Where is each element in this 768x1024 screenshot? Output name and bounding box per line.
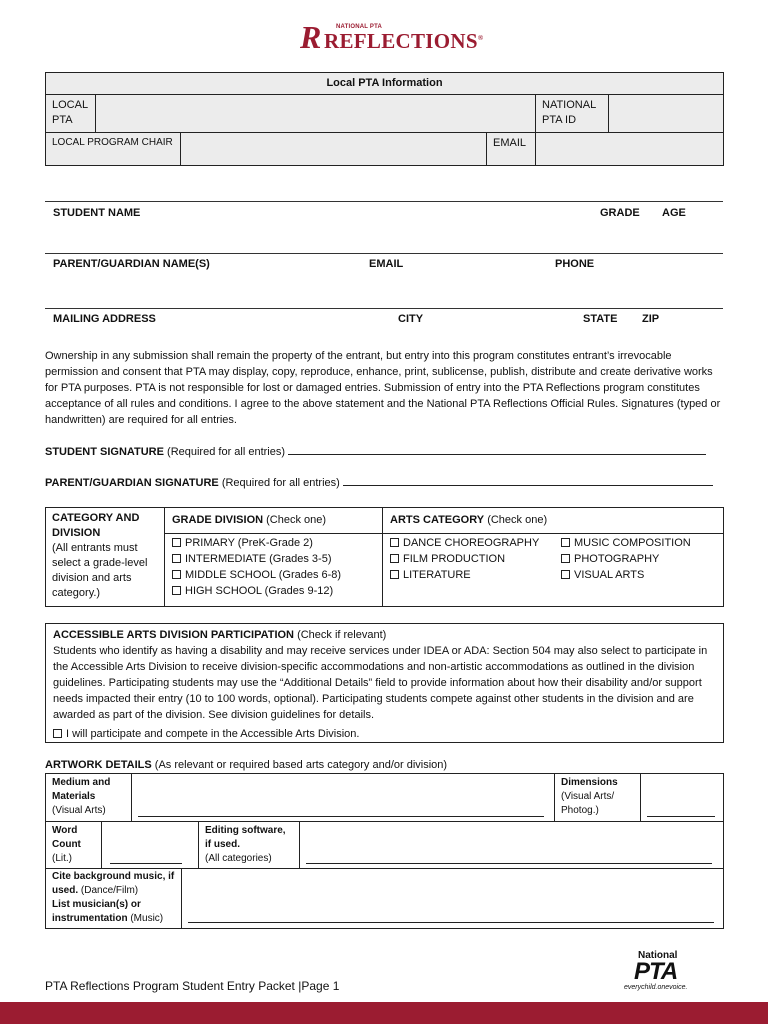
arts-option[interactable] [561, 551, 715, 567]
age-label: AGE [662, 207, 686, 219]
logo-registered-mark: ® [477, 34, 484, 42]
national-pta-id-label: NATIONAL PTA ID [536, 95, 609, 133]
grade-division-note: (Check one) [266, 514, 327, 526]
dimensions-note: (Visual Arts/ Photog.) [561, 791, 615, 816]
accessible-body: Students who identify as having a disability and may receive services under IDEA or ADA: Section 504 may also select to participate in the Accessible Arts Division to receive division-specific accommodations and non-artistic accommodations as outlined in the division guidelines. Participating students may use the “Additional Details” field to provide information about how their disability and/or support needs impacted their entry (10 to 100 words, optional). Participating students compete against other students in the division and are awarded as part of the division. See division guidelines for details. [53, 645, 708, 721]
student-signature-row [45, 445, 706, 458]
checkbox[interactable] [172, 586, 181, 595]
accessible-title-row [53, 627, 716, 643]
grade-option[interactable] [172, 551, 375, 567]
student-signature-field[interactable] [288, 445, 706, 455]
grade-option[interactable] [172, 535, 375, 551]
email-label: EMAIL [369, 258, 404, 270]
checkbox[interactable] [53, 729, 62, 738]
grade-option[interactable] [172, 567, 375, 583]
accessible-arts-box [45, 623, 724, 743]
artwork-title: ARTWORK DETAILS [45, 759, 152, 771]
category-intro-cell [46, 508, 165, 606]
arts-option[interactable] [561, 535, 715, 551]
parent-signature-note: (Required for all entries) [221, 477, 340, 489]
logo-r-mark: R [300, 19, 322, 55]
medium-note: (Visual Arts) [52, 805, 106, 816]
national-pta-logo [622, 950, 702, 995]
music-label1: Cite background music, if used. [52, 871, 175, 896]
artwork-note: (As relevant or required based arts category and/or division) [154, 759, 448, 771]
word-count-field-cell [102, 822, 199, 869]
local-pta-table [45, 72, 724, 166]
local-pta-label: LOCAL PTA [46, 95, 96, 133]
zip-label: ZIP [642, 313, 660, 325]
grade-label: GRADE [600, 207, 640, 219]
medium-label-cell [46, 774, 132, 822]
editing-label: Editing software, if used. [205, 825, 286, 850]
editing-field-cell [300, 822, 723, 869]
phone-label: PHONE [555, 258, 595, 270]
arts-option-label: LITERATURE [403, 569, 471, 581]
word-count-label: Word Count [52, 825, 81, 850]
pta-logo-tagline: everychild.onevoice. [624, 984, 688, 991]
arts-category-note: (Check one) [487, 514, 548, 526]
grade-option-label: HIGH SCHOOL (Grades 9-12) [185, 585, 334, 597]
arts-options-col1 [383, 534, 553, 606]
dimensions-field[interactable] [647, 807, 715, 817]
checkbox[interactable] [561, 570, 570, 579]
accessible-title: ACCESSIBLE ARTS DIVISION PARTICIPATION [53, 629, 294, 641]
footer-bar [0, 1002, 768, 1024]
local-pta-title: Local PTA Information [46, 73, 724, 95]
parent-signature-field[interactable] [343, 476, 713, 486]
checkbox[interactable] [390, 554, 399, 563]
music-note1: (Dance/Film) [80, 885, 139, 896]
arts-option-label: DANCE CHOREOGRAPHY [403, 537, 540, 549]
editing-note: (All categories) [205, 853, 272, 864]
arts-options-col2 [554, 534, 722, 606]
music-line1 [52, 870, 175, 898]
editing-label-cell [199, 822, 300, 869]
category-note: (All entrants must select a grade-level division and arts category.) [52, 542, 148, 599]
music-label2: List musician(s) or instrumentation [52, 899, 141, 924]
local-program-chair-label: LOCAL PROGRAM CHAIR [46, 133, 181, 166]
dimensions-field-cell [641, 774, 723, 822]
parent-signature-row [45, 476, 713, 489]
artwork-details-heading [45, 759, 447, 771]
logo-reflections-text: REFLECTIONS [324, 29, 478, 53]
arts-category-header [383, 508, 723, 534]
local-pta-field[interactable] [96, 95, 536, 133]
arts-option[interactable] [390, 567, 546, 583]
arts-option[interactable] [390, 535, 546, 551]
state-label: STATE [583, 313, 618, 325]
chair-email-field[interactable] [536, 133, 724, 166]
dimensions-label-cell [555, 774, 641, 822]
footer-text: PTA Reflections Program Student Entry Packet |Page 1 [45, 979, 340, 993]
checkbox[interactable] [172, 554, 181, 563]
logo-national-pta: NATIONAL PTA [336, 24, 383, 30]
grade-options [165, 534, 383, 606]
divider-line [45, 308, 723, 309]
checkbox[interactable] [561, 554, 570, 563]
parent-name-label: PARENT/GUARDIAN NAME(S) [53, 258, 210, 270]
arts-option[interactable] [561, 567, 715, 583]
checkbox[interactable] [390, 570, 399, 579]
accessible-checkbox-label: I will participate and compete in the Accessible Arts Division. [66, 728, 360, 740]
student-signature-note: (Required for all entries) [167, 446, 286, 458]
national-pta-id-field[interactable] [609, 95, 724, 133]
arts-option-label: PHOTOGRAPHY [574, 553, 660, 565]
music-label-cell [46, 869, 182, 928]
grade-option-label: PRIMARY (PreK-Grade 2) [185, 537, 313, 549]
grade-division-title: GRADE DIVISION [172, 514, 264, 526]
arts-option-label: FILM PRODUCTION [403, 553, 506, 565]
parent-signature-label: PARENT/GUARDIAN SIGNATURE [45, 477, 219, 489]
checkbox[interactable] [390, 538, 399, 547]
student-signature-label: STUDENT SIGNATURE [45, 446, 164, 458]
category-title: CATEGORY AND DIVISION [52, 512, 140, 539]
category-division-box [45, 507, 724, 607]
grade-option-label: INTERMEDIATE (Grades 3-5) [185, 553, 332, 565]
mailing-address-label: MAILING ADDRESS [53, 313, 156, 325]
chair-email-label: EMAIL [487, 133, 536, 166]
checkbox[interactable] [172, 570, 181, 579]
pta-logo-pta: PTA [634, 958, 678, 985]
dimensions-label: Dimensions [561, 777, 618, 788]
divider-line [45, 201, 723, 202]
logo-reflections [324, 29, 483, 54]
ownership-statement: Ownership in any submission shall remain the property of the entrant, but entry into this program constitutes entrant’s irrevocable permission and consent that PTA may display, copy, reproduce, enhance, print, sublicense, publish, distribute and create derivative works for PTA purposes. PTA is not responsible for lost or damaged entries. Submission of entry into the PTA Reflections program constitutes acceptance of all rules and conditions. I agree to the above statement and the National PTA Reflections Official Rules. Signatures (typed or handwritten) are required for all entries. [45, 350, 721, 426]
word-count-field[interactable] [110, 854, 182, 864]
word-count-label-cell [46, 822, 102, 869]
medium-field-cell [132, 774, 555, 822]
artwork-details-box [45, 773, 724, 929]
checkbox[interactable] [561, 538, 570, 547]
local-program-chair-field[interactable] [181, 133, 487, 166]
music-field-cell [182, 869, 723, 928]
student-name-label: STUDENT NAME [53, 207, 141, 219]
music-field[interactable] [188, 913, 714, 923]
arts-option-label: MUSIC COMPOSITION [574, 537, 691, 549]
grade-division-header [165, 508, 383, 534]
arts-option-label: VISUAL ARTS [574, 569, 645, 581]
grade-option[interactable] [172, 583, 375, 599]
reflections-logo [300, 19, 484, 56]
arts-option[interactable] [390, 551, 546, 567]
medium-label: Medium and Materials [52, 777, 111, 802]
pta-logo-national: National [638, 950, 678, 961]
divider-line [45, 253, 723, 254]
music-note2: (Music) [130, 913, 164, 924]
checkbox[interactable] [172, 538, 181, 547]
word-count-note: (Lit.) [52, 853, 72, 864]
music-line2 [52, 898, 175, 926]
editing-field[interactable] [306, 854, 712, 864]
accessible-title-note: (Check if relevant) [297, 629, 387, 641]
medium-field[interactable] [138, 807, 544, 817]
city-label: CITY [398, 313, 424, 325]
arts-category-title: ARTS CATEGORY [390, 514, 485, 526]
grade-option-label: MIDDLE SCHOOL (Grades 6-8) [185, 569, 342, 581]
accessible-checkbox-row[interactable] [53, 726, 716, 742]
